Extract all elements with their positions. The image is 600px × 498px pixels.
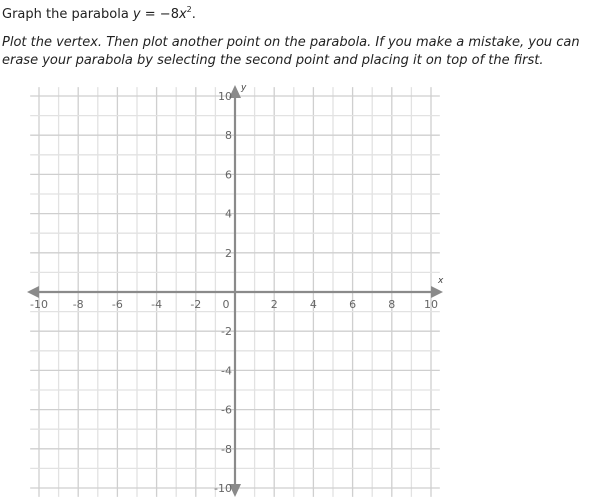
y-tick-label: 6 <box>225 168 232 182</box>
exponent: 2 <box>186 5 192 14</box>
x-tick-label: 10 <box>424 298 438 311</box>
y-tick-label: 10 <box>218 90 232 103</box>
axes <box>27 83 444 497</box>
prompt-end: . <box>191 7 196 22</box>
coefficient: −8 <box>159 7 179 22</box>
x-tick-label: -10 <box>30 298 48 311</box>
equals-sign: = <box>140 7 160 22</box>
y-tick-label: -10 <box>214 482 232 495</box>
x-tick-label: 8 <box>388 298 396 311</box>
variable-x: x <box>178 7 187 22</box>
x-tick-label: -6 <box>111 298 123 311</box>
variable-y: y <box>132 7 141 22</box>
y-tick-label: -2 <box>221 325 232 339</box>
instructions-line-2: erase your parabola by selecting the second point and placing it on top of the first. <box>2 53 544 68</box>
y-tick-label: -8 <box>221 442 232 456</box>
x-tick-label: -8 <box>72 298 84 311</box>
x-axis-label: x <box>438 276 444 286</box>
y-tick-label: -6 <box>221 403 232 417</box>
y-tick-label: 4 <box>225 207 232 221</box>
x-axis-right-arrow-icon <box>431 286 443 298</box>
x-tick-label: -2 <box>190 298 202 311</box>
y-tick-label: 2 <box>225 246 232 260</box>
x-tick-label: -4 <box>151 298 163 311</box>
x-tick-label: 4 <box>309 298 317 311</box>
y-tick-label: -4 <box>221 364 232 378</box>
x-tick-label: 2 <box>270 298 278 311</box>
x-tick-label: 6 <box>349 298 357 311</box>
x-axis-left-arrow-icon <box>27 286 39 298</box>
y-tick-label: 8 <box>225 129 232 143</box>
x-tick-label: 0 <box>222 298 230 311</box>
instructions-line-1: Plot the vertex. Then plot another point on the parabola. If you make a mistake, you can <box>2 35 580 50</box>
y-axis-label: y <box>241 83 247 93</box>
prompt-lead: Graph the parabola <box>2 7 133 22</box>
